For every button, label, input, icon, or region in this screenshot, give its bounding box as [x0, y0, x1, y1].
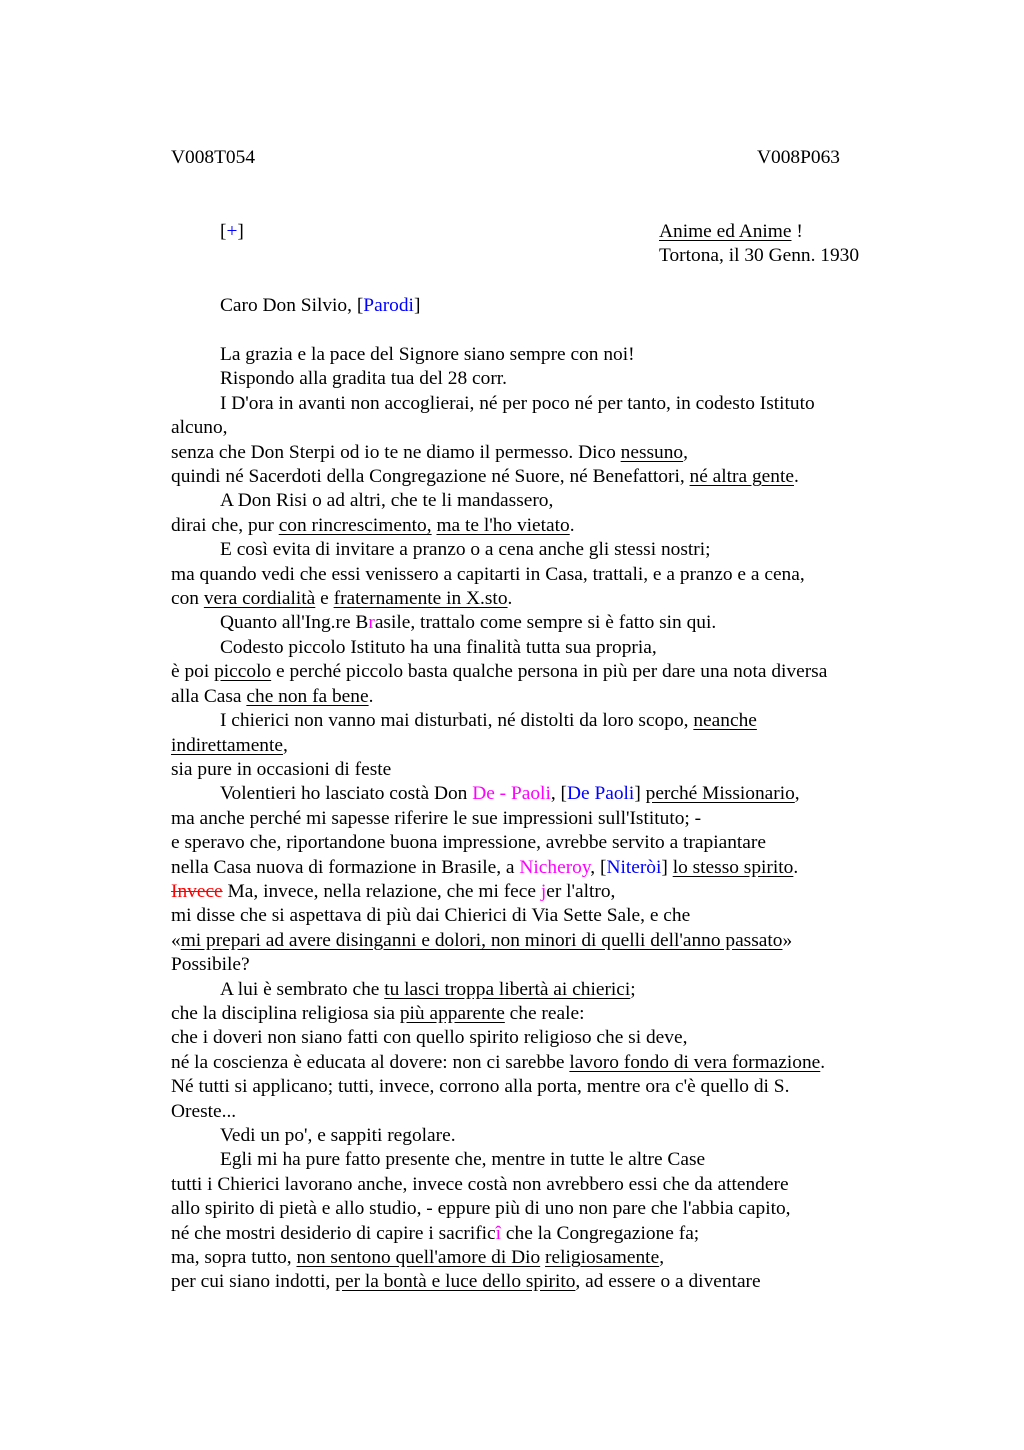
- text-line: allo spirito di pietà e allo studio, - eppure più di uno non pare che l'abbia capito,: [171, 1198, 791, 1220]
- recipient-name-annotation: Parodi: [363, 295, 414, 316]
- editor-annotation: Niteròi: [606, 856, 662, 878]
- editor-annotation: De Paoli: [566, 783, 635, 805]
- struck-word: Invece: [171, 880, 223, 902]
- document-code-left: V008T054: [171, 147, 256, 168]
- text-line: tutti i Chierici lavorano anche, invece costà non avrebbero essi che da attendere: [171, 1173, 789, 1195]
- text-line: Oreste...: [171, 1100, 237, 1122]
- text-line: mi disse che si aspettava di più dai Chierici di Via Sette Sale, e che: [171, 905, 691, 927]
- text-line: Possibile?: [171, 954, 250, 976]
- text-line: ma, sopra tutto, non sentono quell'amore di Dio religiosamente,: [171, 1247, 665, 1269]
- place-date: Tortona, il 30 Genn. 1930: [659, 245, 860, 266]
- text-line: alcuno,: [171, 417, 228, 439]
- text-line: Né tutti si applicano; tutti, invece, corrono alla porta, mentre ora c'è quello di S.: [171, 1076, 790, 1098]
- correction-mark: î: [495, 1222, 502, 1244]
- text-line: E così evita di invitare a pranzo o a cena anche gli stessi nostri;: [220, 539, 711, 561]
- text-line: ma anche perché mi sapesse riferire le sue impressioni sull'Istituto; -: [171, 807, 702, 829]
- text-line: Rispondo alla gradita tua del 28 corr.: [220, 368, 508, 390]
- text-line: I chierici non vanno mai disturbati, né distolti da loro scopo, neanche: [220, 710, 757, 732]
- motto: Anime ed Anime !: [659, 221, 803, 242]
- letter-body: [171, 343, 891, 1295]
- correction-mark: r: [368, 612, 375, 634]
- document-code-right: V008P063: [757, 147, 840, 168]
- cross-mark: [+]: [220, 221, 244, 242]
- text-line: senza che Don Sterpi od io te ne diamo il permesso. Dico nessuno,: [171, 441, 688, 463]
- text-line: Volentieri ho lasciato costà Don De - Paoli, [De Paoli] perché Missionario,: [220, 783, 800, 805]
- text-line: nella Casa nuova di formazione in Brasile, a Nicheroy, [Niteròi] lo stesso spirito.: [171, 856, 799, 878]
- text-line: per cui siano indotti, per la bontà e luce dello spirito, ad essere o a diventare: [171, 1271, 761, 1293]
- salutation: Caro Don Silvio, [Parodi]: [220, 295, 421, 316]
- text-line: Vedi un po', e sappiti regolare.: [220, 1125, 456, 1146]
- text-line: A Don Risi o ad altri, che te li mandassero,: [220, 490, 554, 512]
- text-line: Codesto piccolo Istituto ha una finalità tutta sua propria,: [220, 636, 657, 658]
- text-line: Quanto all'Ing.re Brasile, trattalo come sempre si è fatto sin qui.: [220, 612, 717, 634]
- cross-symbol: +: [226, 221, 238, 242]
- text-line: e speravo che, riportandone buona impressione, avrebbe servito a trapiantare: [171, 832, 766, 854]
- correction-mark: De - Paoli: [472, 783, 551, 805]
- text-line: ma quando vedi che essi venissero a capitarti in Casa, trattali, e a pranzo e a cena,: [171, 563, 805, 585]
- text-line: A lui è sembrato che tu lasci troppa libertà ai chierici;: [220, 978, 636, 1000]
- text-line: I D'ora in avanti non accoglierai, né per poco né per tanto, in codesto Istituto: [220, 392, 815, 414]
- correction-mark: Nicheroy: [519, 856, 591, 878]
- text-line: né che mostri desiderio di capire i sacrificî che la Congregazione fa;: [171, 1222, 700, 1244]
- text-line: La grazia e la pace del Signore siano sempre con noi!: [220, 344, 635, 365]
- text-line: «mi prepari ad avere disinganni e dolori, non minori di quelli dell'anno passato»: [171, 929, 793, 951]
- text-line: dirai che, pur con rincrescimento, ma te l'ho vietato.: [171, 514, 575, 536]
- correction-mark: j: [540, 880, 547, 902]
- text-line: che la disciplina religiosa sia più apparente che reale:: [171, 1002, 585, 1024]
- text-line: che i doveri non siano fatti con quello spirito religioso che si deve,: [171, 1027, 688, 1049]
- text-line: è poi piccolo e perché piccolo basta qualche persona in più per dare una nota diversa: [171, 661, 828, 683]
- text-line: Invece Ma, invece, nella relazione, che mi fece jer l'altro,: [171, 880, 616, 902]
- text-line: né la coscienza è educata al dovere: non ci sarebbe lavoro fondo di vera formazione.: [171, 1051, 826, 1073]
- text-line: quindi né Sacerdoti della Congregazione né Suore, né Benefattori, né altra gente.: [171, 466, 799, 488]
- text-line: sia pure in occasioni di feste: [171, 758, 392, 780]
- text-line: indirettamente,: [171, 734, 288, 756]
- text-line: Egli mi ha pure fatto presente che, mentre in tutte le altre Case: [220, 1149, 706, 1171]
- text-line: con vera cordialità e fraternamente in X.sto.: [171, 588, 513, 610]
- text-line: alla Casa che non fa bene.: [171, 685, 374, 707]
